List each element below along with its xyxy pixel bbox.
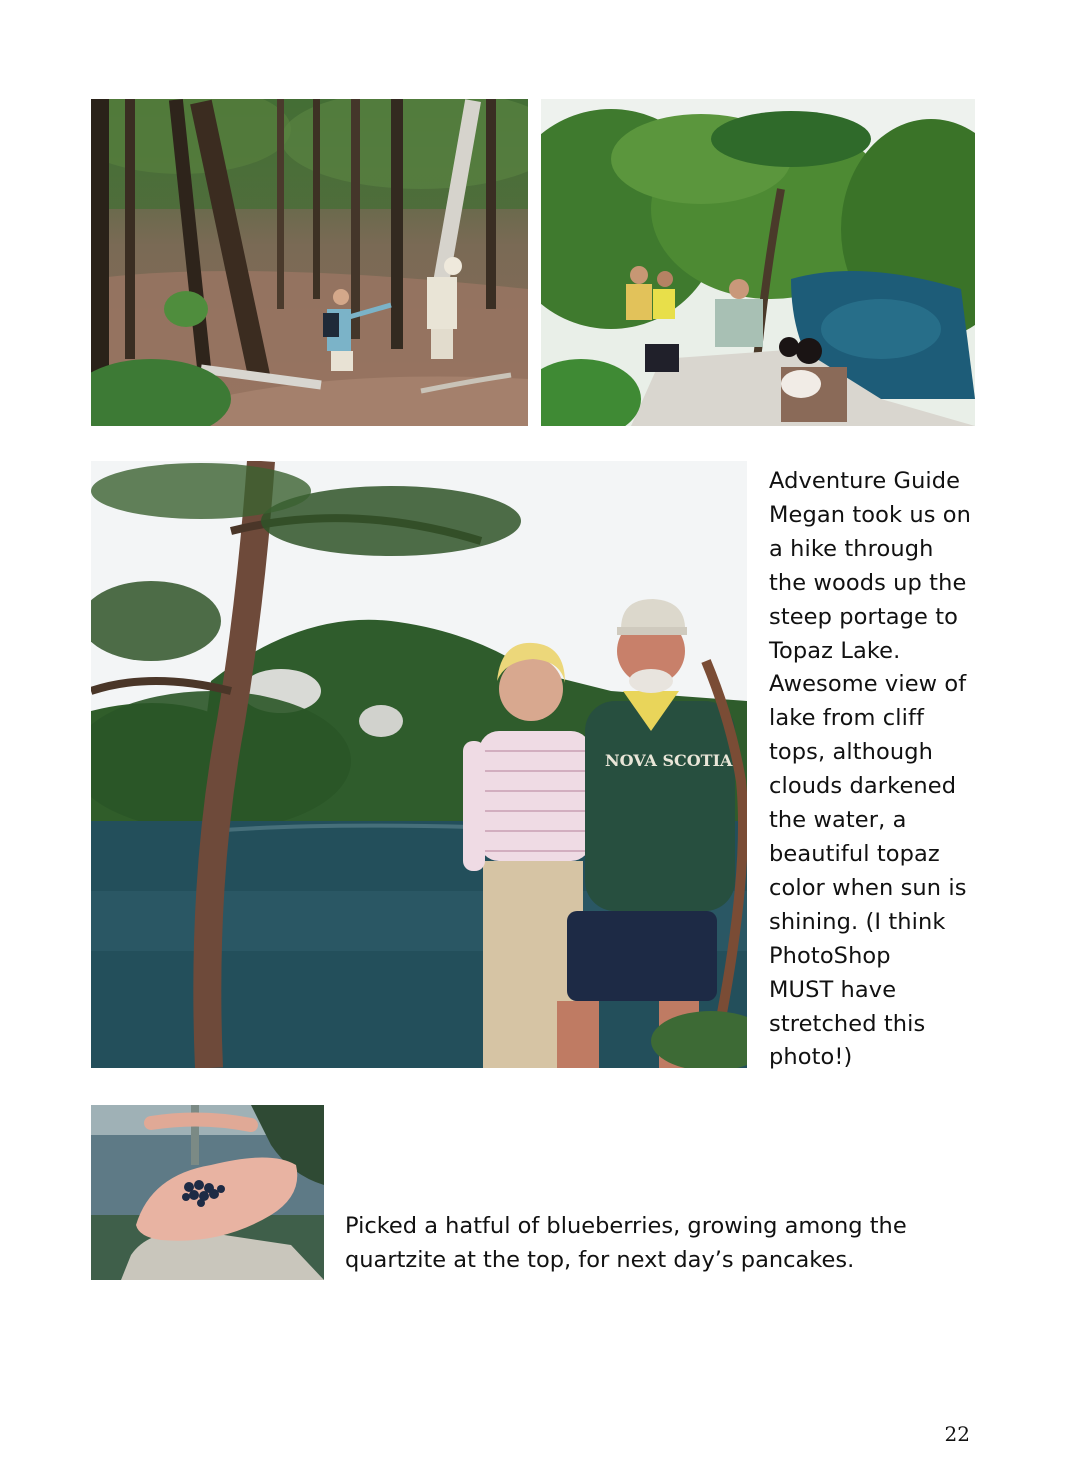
- caption-line: color when sun is: [769, 874, 967, 901]
- caption-line: MUST have: [769, 976, 897, 1003]
- caption-line: the woods up the: [769, 569, 967, 596]
- caption-line: lake from cliff: [769, 705, 924, 732]
- caption-line: Picked a hatful of blueberries, growing among the: [345, 1213, 907, 1239]
- caption-line: quartzite at the top, for next day’s pancakes.: [345, 1247, 855, 1273]
- caption-line: beautiful topaz: [769, 840, 940, 867]
- caption-line: shining. (I think: [769, 908, 946, 935]
- caption-line: photo!): [769, 1044, 853, 1071]
- page-number: 22: [944, 1422, 970, 1446]
- topaz-lake-couple-photo: [91, 461, 747, 1068]
- caption-line: steep portage to: [769, 603, 959, 630]
- caption-line: Awesome view of: [769, 671, 967, 698]
- cliff-lake-photo: [541, 99, 975, 426]
- caption-line: stretched this: [769, 1010, 926, 1037]
- caption-line: the water, a: [769, 807, 907, 834]
- topaz-lake-caption: [769, 465, 1029, 1075]
- woods-hike-photo: [91, 99, 528, 426]
- caption-line: a hike through: [769, 535, 934, 562]
- blueberries-caption: [345, 1209, 985, 1277]
- caption-line: Adventure Guide: [769, 468, 961, 494]
- caption-line: PhotoShop: [769, 942, 891, 969]
- caption-line: tops, although: [769, 739, 933, 766]
- caption-line: Megan took us on: [769, 501, 972, 528]
- shirt-logo-text: NOVA SCOTIA: [605, 751, 733, 770]
- caption-line: Topaz Lake.: [769, 637, 901, 664]
- caption-line: clouds darkened: [769, 773, 957, 800]
- blueberries-photo: [91, 1105, 324, 1280]
